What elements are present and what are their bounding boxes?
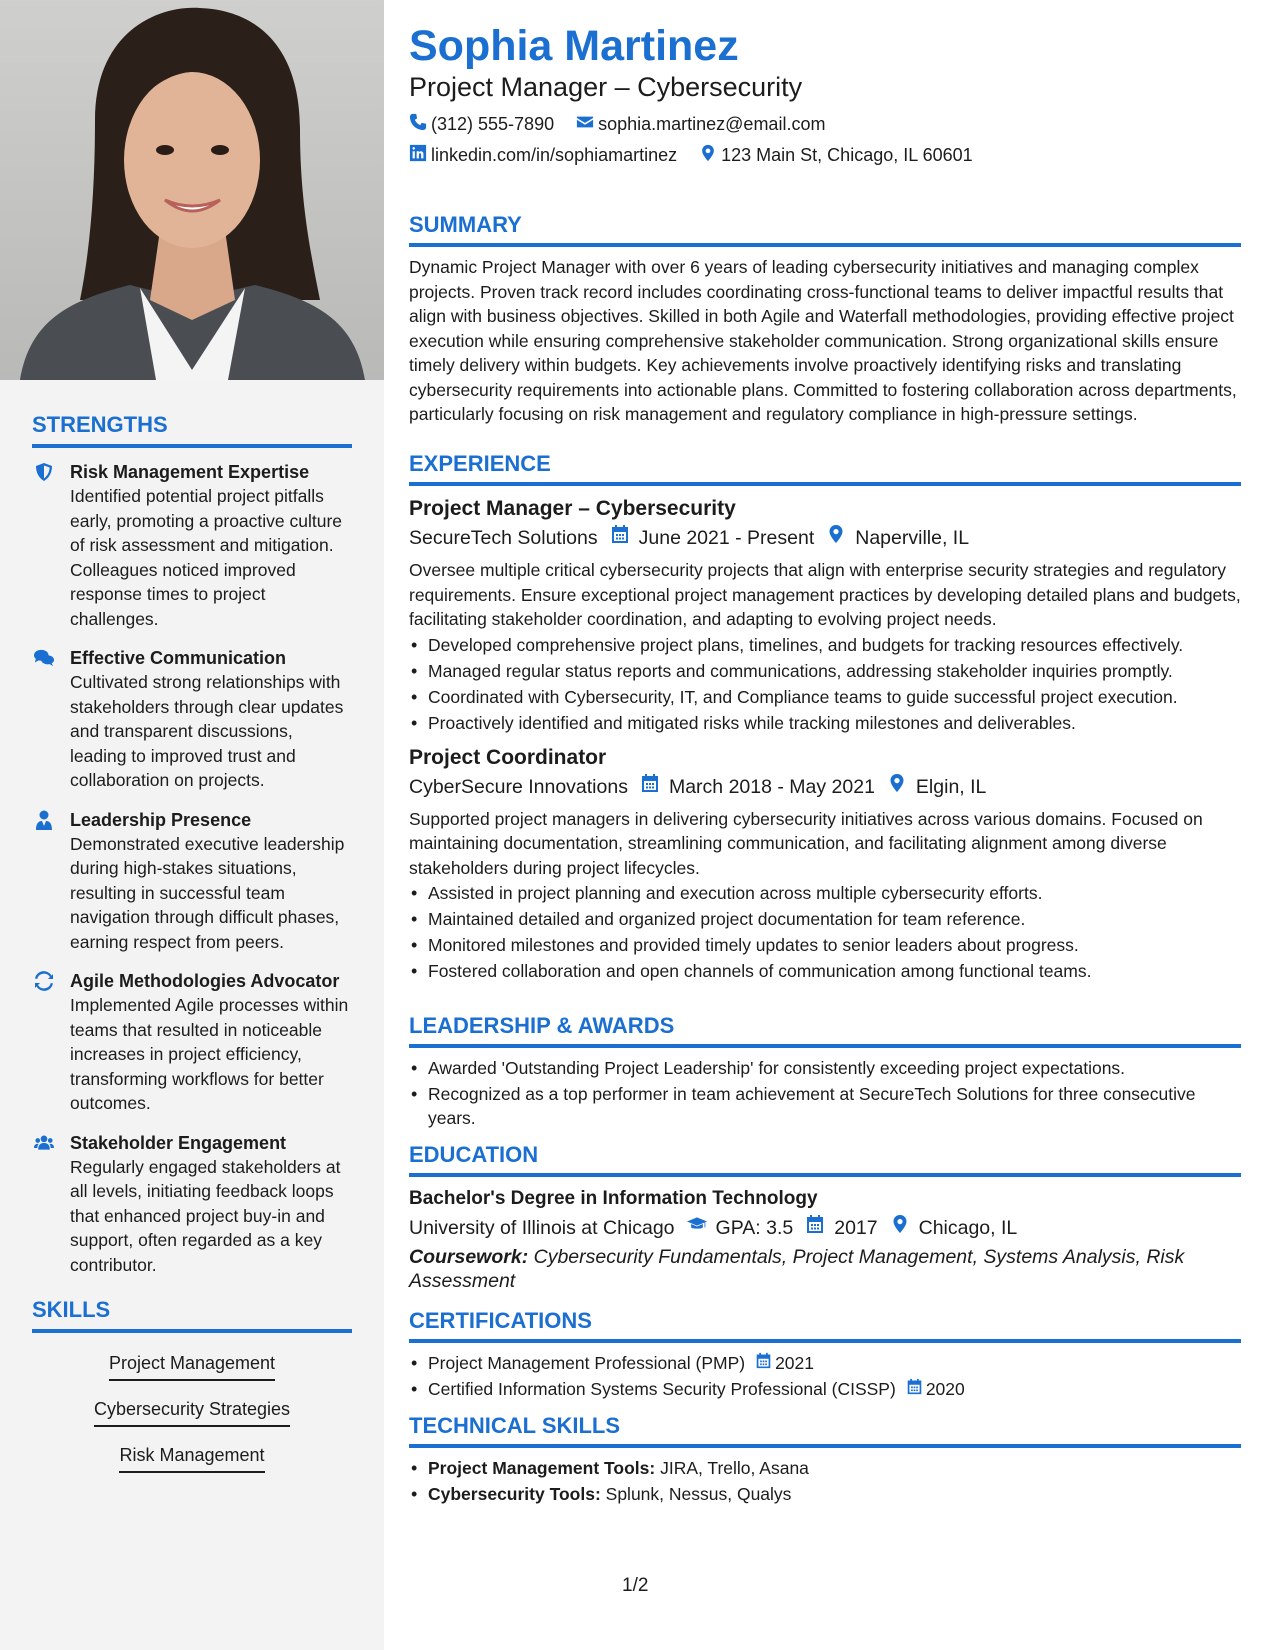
technical-skill-value: Splunk, Nessus, Qualys (605, 1484, 792, 1504)
job-description: Supported project managers in delivering cybersecurity initiatives across various domains. Focused on maintaining documentation, streamlining communication, and facilitating alignment among diverse stakeholders during project lifecycles. (409, 808, 1203, 878)
profile-photo (0, 0, 384, 380)
technical-skill-item (409, 1482, 1241, 1506)
awards-section (409, 1013, 1241, 1132)
strength-desc: Identified potential project pitfalls early, promoting a proactive culture of risk assessment and mitigation. Colleagues noticed improved response times to project challenges. (70, 486, 343, 629)
user-tie-icon (32, 808, 70, 955)
technical-skills-heading: TECHNICAL SKILLS (409, 1413, 1241, 1448)
strength-item (32, 969, 352, 1116)
strength-item (32, 1131, 352, 1278)
job-bullets (409, 881, 1241, 983)
strengths-heading: STRENGTHS (32, 412, 352, 448)
strength-desc: Regularly engaged stakeholders at all levels, initiating feedback loops that enhanced project buy-in and support, often regarded as a key contributor. (70, 1156, 341, 1275)
bullet-item: • Assisted in project planning and execution across multiple cybersecurity efforts. (409, 881, 1241, 905)
calendar-icon (640, 772, 669, 802)
calendar-icon (906, 1377, 926, 1401)
contact-line-1 (409, 113, 847, 136)
calendar-icon (805, 1213, 834, 1243)
linkedin-icon (409, 144, 431, 167)
skills-list (32, 1345, 352, 1483)
contact-line-2 (409, 144, 995, 167)
bullet-item: • Maintained detailed and organized project documentation for team reference. (409, 907, 1241, 931)
company-name: SecureTech Solutions (409, 527, 598, 549)
job-dates: March 2018 - May 2021 (668, 775, 875, 798)
technical-skill-label: Cybersecurity Tools: (428, 1484, 601, 1504)
bullet-item: • Proactively identified and mitigated risks while tracking milestones and deliverables. (409, 711, 1241, 735)
strength-title: Leadership Presence (70, 809, 252, 830)
strength-desc: Implemented Agile processes within teams that resulted in noticeable increases in project efficiency, transforming workflows for better outcomes. (70, 995, 349, 1113)
job-dates: June 2021 - Present (638, 527, 815, 549)
degree-title: Bachelor's Degree in Information Technology (409, 1188, 818, 1209)
skill-item: Risk Management (119, 1437, 264, 1473)
job-title: Project Manager – Cybersecurity (409, 497, 736, 520)
map-marker-icon (887, 772, 916, 802)
strength-desc: Demonstrated executive leadership during high-stakes situations, resulting in successful team navigation through difficult phases, earning respect from peers. (70, 833, 345, 952)
home-address: 123 Main St, Chicago, IL 60601 (721, 145, 973, 165)
experience-section (409, 451, 1241, 985)
experience-heading: EXPERIENCE (409, 451, 1241, 486)
job-bullets (409, 633, 1241, 735)
bullet-item: • Awarded 'Outstanding Project Leadership' for consistently exceeding project expectations. (409, 1056, 1241, 1080)
strength-item (32, 808, 352, 955)
page-number: 1/2 (622, 1575, 649, 1596)
comments-icon (32, 646, 70, 793)
job-description: Oversee multiple critical cybersecurity projects that align with enterprise security strategies and regulatory requirements. Ensure exceptional project management practices by developing detailed plans and budgets, facilitating stakeholder coordination, and adapting to evolving project needs. (409, 560, 1241, 629)
certifications-section (409, 1308, 1241, 1403)
certification-year: 2021 (775, 1353, 815, 1373)
email-address[interactable]: sophia.martinez@email.com (598, 114, 826, 134)
technical-skill-label: Project Management Tools: (428, 1458, 656, 1478)
map-marker-icon (890, 1213, 919, 1243)
job-location: Naperville, IL (855, 527, 970, 549)
phone-icon (409, 113, 431, 136)
coursework-list: Cybersecurity Fundamentals, Project Management, Systems Analysis, Risk Assessment (409, 1246, 1185, 1292)
coursework (409, 1245, 1241, 1293)
strength-title: Stakeholder Engagement (70, 1132, 287, 1153)
skill-item: Project Management (109, 1345, 275, 1381)
summary-section (409, 212, 1241, 427)
graduation-cap-icon (687, 1213, 716, 1243)
graduation-year: 2017 (834, 1217, 878, 1239)
linkedin-url[interactable]: linkedin.com/in/sophiamartinez (431, 145, 678, 165)
certification-item (409, 1351, 1241, 1375)
email-icon (576, 113, 598, 136)
job-title: Project Coordinator (409, 745, 607, 769)
summary-text: Dynamic Project Manager with over 6 years of leading cybersecurity initiatives and managing complex projects. Proven track record includes coordinating cross-functional teams to deliver impactful results that align with business objectives. Skilled in both Agile and Waterfall methodologies, providing effective project execution while ensuring comprehensive stakeholder communication. Strong organizational skills ensure timely delivery within budgets. Key achievements involve proactively identifying risks and translating cybersecurity requirements into actionable plans. Committed to fostering collaboration across departments, particularly focusing on risk management and regulatory compliance in high-pressure settings. (409, 257, 1237, 424)
bullet-item: • Recognized as a top performer in team achievement at SecureTech Solutions for three consecutive years. (409, 1082, 1241, 1130)
technical-skill-item (409, 1456, 1241, 1480)
strength-title: Risk Management Expertise (70, 462, 310, 482)
gpa: GPA: 3.5 (715, 1217, 794, 1239)
school-name: University of Illinois at Chicago (409, 1217, 675, 1239)
certifications-heading: CERTIFICATIONS (409, 1308, 1241, 1343)
bullet-item: • Monitored milestones and provided timely updates to senior leaders about progress. (409, 933, 1241, 957)
certification-name: Project Management Professional (PMP) (428, 1353, 746, 1373)
company-name: CyberSecure Innovations (409, 775, 628, 798)
candidate-name: Sophia Martinez (409, 22, 739, 70)
calendar-icon (610, 523, 639, 553)
coursework-label: Coursework: (409, 1246, 529, 1268)
bullet-item: • Managed regular status reports and communications, addressing stakeholder inquiries promptly. (409, 659, 1241, 683)
strength-title: Effective Communication (70, 648, 287, 668)
phone-number[interactable]: (312) 555-7890 (431, 114, 555, 134)
education-meta (409, 1213, 1241, 1243)
job-meta (409, 772, 1241, 802)
education-section (409, 1142, 1241, 1293)
map-marker-icon (826, 523, 855, 553)
strength-item (32, 460, 352, 631)
map-marker-icon (699, 144, 721, 167)
summary-heading: SUMMARY (409, 212, 1241, 247)
job-location: Elgin, IL (915, 775, 987, 798)
technical-skill-value: JIRA, Trello, Asana (660, 1458, 809, 1478)
candidate-title: Project Manager – Cybersecurity (409, 72, 803, 102)
calendar-icon (755, 1351, 775, 1375)
certification-name: Certified Information Systems Security Professional (CISSP) (428, 1379, 896, 1399)
job-entry (409, 744, 1241, 984)
sync-icon (32, 969, 70, 1116)
bullet-item: • Developed comprehensive project plans, timelines, and budgets for tracking resources effectively. (409, 633, 1241, 657)
technical-skills-section (409, 1413, 1241, 1508)
strengths-list (32, 460, 352, 1277)
users-icon (32, 1131, 70, 1278)
job-meta (409, 523, 1241, 553)
bullet-item: • Fostered collaboration and open channels of communication among functional teams. (409, 959, 1241, 983)
strength-item (32, 646, 352, 793)
certifications-list (409, 1351, 1241, 1401)
technical-skills-list (409, 1456, 1241, 1506)
education-heading: EDUCATION (409, 1142, 1241, 1177)
skills-heading: SKILLS (32, 1297, 352, 1333)
strength-title: Agile Methodologies Advocator (70, 971, 340, 991)
certification-item (409, 1377, 1241, 1401)
certification-year: 2020 (925, 1379, 965, 1399)
shield-icon (32, 460, 70, 631)
sidebar (0, 0, 384, 1650)
job-entry (409, 495, 1241, 735)
school-location: Chicago, IL (918, 1217, 1018, 1239)
awards-heading: LEADERSHIP & AWARDS (409, 1013, 1241, 1048)
strength-desc: Cultivated strong relationships with stakeholders through clear updates and transparent discussions, leading to improved trust and collaboration on projects. (70, 672, 344, 790)
skill-item: Cybersecurity Strategies (94, 1391, 290, 1427)
bullet-item: • Coordinated with Cybersecurity, IT, and Compliance teams to guide successful project execution. (409, 685, 1241, 709)
awards-list (409, 1056, 1241, 1130)
